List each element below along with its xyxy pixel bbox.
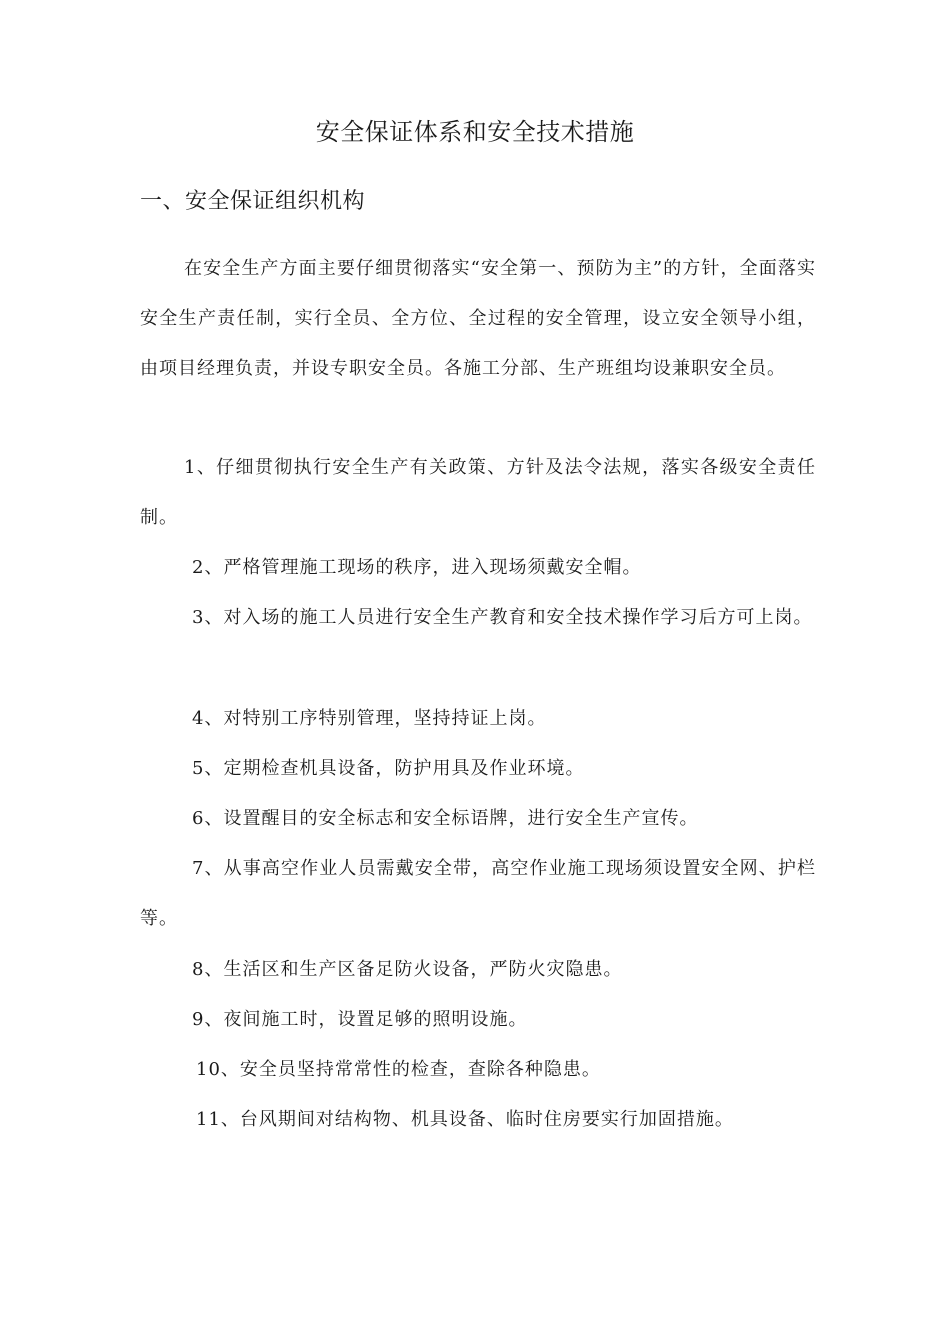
- list-item: 4、对特别工序特别管理，坚持持证上岗。: [192, 708, 547, 729]
- list-item: 3、对入场的施工人员进行安全生产教育和安全技术操作学习后方可上岗。: [192, 607, 813, 628]
- document-title: 安全保证体系和安全技术措施: [315, 118, 635, 146]
- section-heading: 一、安全保证组织机构: [140, 189, 366, 214]
- list-item: 5、定期检查机具设备，防护用具及作业环境。: [192, 758, 585, 779]
- list-item: 6、设置醒目的安全标志和安全标语牌，进行安全生产宣传。: [192, 808, 699, 829]
- list-item: 9、夜间施工时，设置足够的照明设施。: [192, 1009, 528, 1030]
- list-item: 1、仔细贯彻执行安全生产有关政策、方针及法令法规，落实各级安全责任制。: [140, 457, 816, 528]
- list-item: 10、安全员坚持常常性的检查，查除各种隐患。: [196, 1059, 601, 1080]
- list-item: 7、从事高空作业人员需戴安全带，高空作业施工现场须设置安全网、护栏等。: [140, 858, 816, 929]
- list-item: 8、生活区和生产区备足防火设备，严防火灾隐患。: [192, 959, 623, 980]
- list-item: 2、严格管理施工现场的秩序，进入现场须戴安全帽。: [192, 557, 642, 578]
- intro-paragraph: 在安全生产方面主要仔细贯彻落实“安全第一、预防为主”的方针，全面落实安全生产责任制，实行全员、全方位、全过程的安全管理，设立安全领导小组，由项目经理负责，并设专职安全员。各施工分部、生产班组均设兼职安全员。: [140, 258, 816, 379]
- list-item: 11、台风期间对结构物、机具设备、临时住房要实行加固措施。: [196, 1109, 734, 1130]
